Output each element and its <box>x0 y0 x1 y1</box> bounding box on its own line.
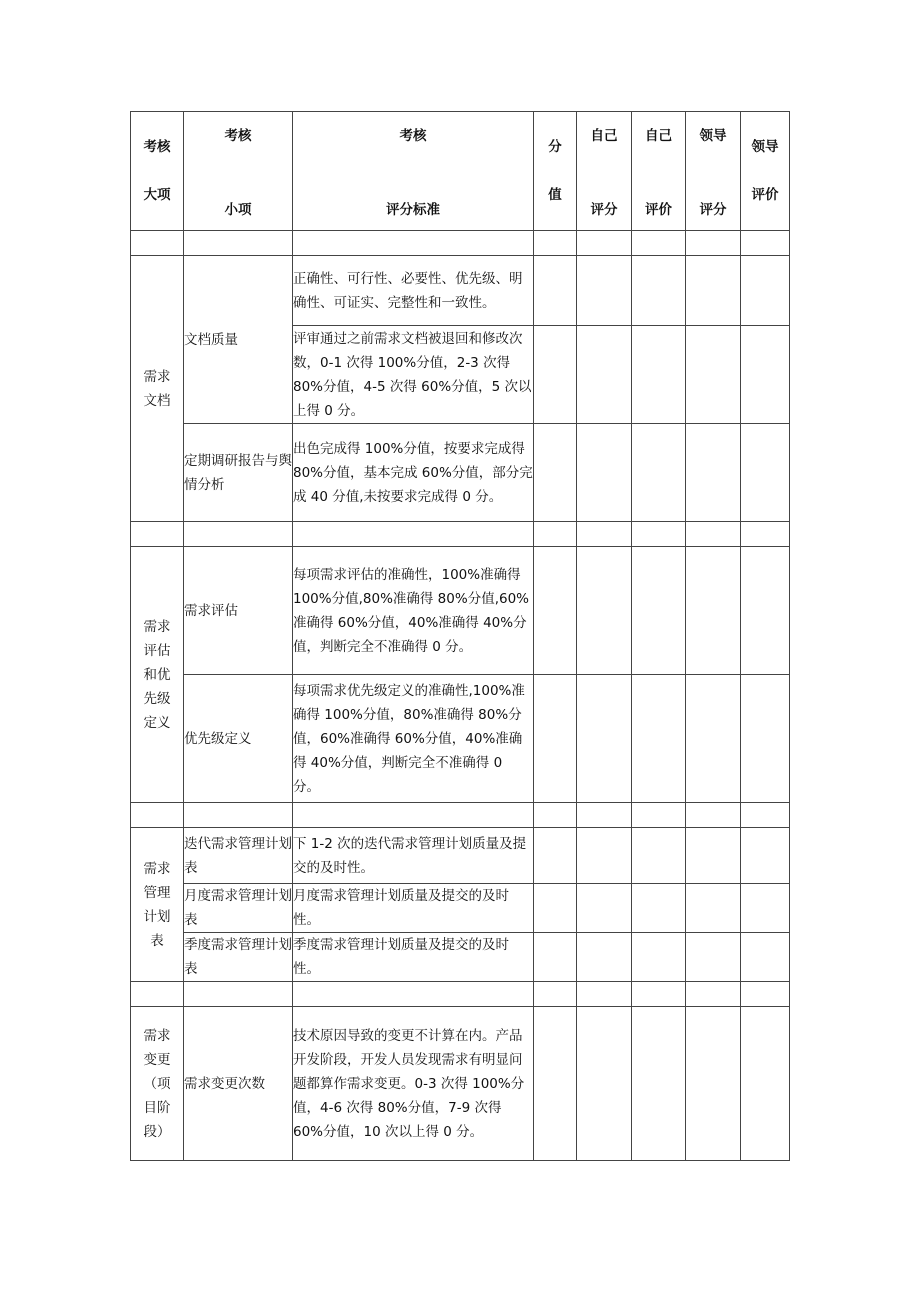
self-eval-cell[interactable] <box>632 884 686 933</box>
self-eval-cell[interactable] <box>632 256 686 326</box>
category-line: 需求 <box>143 618 171 635</box>
score-cell[interactable] <box>534 828 577 884</box>
category-line: 计划 <box>143 908 171 925</box>
category-cell <box>131 1007 184 1161</box>
category-line: 需求 <box>143 1027 171 1044</box>
category-cell <box>131 828 184 982</box>
table-row <box>131 933 790 982</box>
separator-row <box>131 522 790 547</box>
table-row <box>131 547 790 675</box>
category-line: 文档 <box>143 392 171 409</box>
header-score-line2: 值 <box>548 187 562 203</box>
criteria-cell: 技术原因导致的变更不计算在内。产品开发阶段，开发人员发现需求有明显问题都算作需求变更。0-3 次得 100%分值，4-6 次得 80%分值，7-9 次得 60%分值，10 次以上得 0 分。 <box>293 1007 534 1161</box>
header-leader-score <box>686 112 741 231</box>
category-cell <box>131 256 184 522</box>
header-subitem-line2: 小项 <box>224 202 252 218</box>
table-row <box>131 828 790 884</box>
table-row <box>131 884 790 933</box>
separator-row <box>131 803 790 828</box>
self-eval-cell[interactable] <box>632 933 686 982</box>
criteria-cell: 评审通过之前需求文档被退回和修改次数，0-1 次得 100%分值，2-3 次得 80%分值，4-5 次得 60%分值，5 次以上得 0 分。 <box>293 326 534 424</box>
criteria-cell: 月度需求管理计划质量及提交的及时性。 <box>293 884 534 933</box>
header-leader-score-line1: 领导 <box>699 128 727 144</box>
leader-score-cell[interactable] <box>686 828 741 884</box>
self-eval-cell[interactable] <box>632 326 686 424</box>
header-leader-eval <box>741 112 790 231</box>
score-cell[interactable] <box>534 547 577 675</box>
table-row <box>131 1007 790 1161</box>
score-cell[interactable] <box>534 933 577 982</box>
score-cell[interactable] <box>534 1007 577 1161</box>
self-score-cell[interactable] <box>577 884 632 933</box>
header-criteria <box>293 112 534 231</box>
criteria-cell: 每项需求评估的准确性，100%准确得100%分值,80%准确得 80%分值,60%准确得 60%分值，40%准确得 40%分值，判断完全不准确得 0 分。 <box>293 547 534 675</box>
self-score-cell[interactable] <box>577 256 632 326</box>
leader-eval-cell[interactable] <box>741 547 790 675</box>
subitem-cell: 月度需求管理计划表 <box>184 884 293 933</box>
score-cell[interactable] <box>534 424 577 522</box>
category-line: 表 <box>150 932 164 949</box>
leader-score-cell[interactable] <box>686 547 741 675</box>
header-self-eval <box>632 112 686 231</box>
self-score-cell[interactable] <box>577 933 632 982</box>
table-row <box>131 256 790 326</box>
self-eval-cell[interactable] <box>632 1007 686 1161</box>
subitem-cell: 需求变更次数 <box>184 1007 293 1161</box>
category-cell <box>131 547 184 803</box>
table-row <box>131 424 790 522</box>
header-self-eval-line1: 自己 <box>645 128 672 144</box>
category-line: 段） <box>143 1123 171 1140</box>
leader-eval-cell[interactable] <box>741 884 790 933</box>
header-self-eval-line2: 评价 <box>645 202 672 218</box>
header-self-score-line1: 自己 <box>590 128 618 144</box>
header-criteria-line1: 考核 <box>399 128 427 144</box>
leader-eval-cell[interactable] <box>741 256 790 326</box>
header-category <box>131 112 184 231</box>
header-leader-eval-line1: 领导 <box>751 139 779 155</box>
table-row <box>131 675 790 803</box>
score-cell[interactable] <box>534 884 577 933</box>
self-eval-cell[interactable] <box>632 547 686 675</box>
header-score-line1: 分 <box>548 139 562 155</box>
leader-eval-cell[interactable] <box>741 675 790 803</box>
self-score-cell[interactable] <box>577 1007 632 1161</box>
subitem-cell: 优先级定义 <box>184 675 293 803</box>
leader-eval-cell[interactable] <box>741 424 790 522</box>
header-subitem <box>184 112 293 231</box>
self-score-cell[interactable] <box>577 326 632 424</box>
subitem-cell: 文档质量 <box>184 256 293 424</box>
category-line: 评估 <box>143 642 171 659</box>
separator-row <box>131 982 790 1007</box>
self-score-cell[interactable] <box>577 424 632 522</box>
leader-score-cell[interactable] <box>686 884 741 933</box>
self-eval-cell[interactable] <box>632 828 686 884</box>
score-cell[interactable] <box>534 326 577 424</box>
header-score <box>534 112 577 231</box>
category-line: 先级 <box>143 690 171 707</box>
criteria-cell: 季度需求管理计划质量及提交的及时性。 <box>293 933 534 982</box>
header-criteria-line2: 评分标准 <box>386 202 440 218</box>
header-category-line2: 大项 <box>143 187 171 203</box>
self-score-cell[interactable] <box>577 828 632 884</box>
self-score-cell[interactable] <box>577 547 632 675</box>
subitem-cell: 迭代需求管理计划表 <box>184 828 293 884</box>
category-line: 管理 <box>143 884 171 901</box>
leader-score-cell[interactable] <box>686 424 741 522</box>
subitem-cell: 季度需求管理计划表 <box>184 933 293 982</box>
leader-eval-cell[interactable] <box>741 326 790 424</box>
criteria-cell: 正确性、可行性、必要性、优先级、明确性、可证实、完整性和一致性。 <box>293 256 534 326</box>
category-line: 需求 <box>143 368 171 385</box>
leader-score-cell[interactable] <box>686 326 741 424</box>
leader-eval-cell[interactable] <box>741 828 790 884</box>
score-cell[interactable] <box>534 256 577 326</box>
leader-score-cell[interactable] <box>686 933 741 982</box>
category-line: 目阶 <box>143 1099 171 1116</box>
header-leader-eval-line2: 评价 <box>751 187 779 203</box>
score-cell[interactable] <box>534 675 577 803</box>
category-line: 需求 <box>143 860 171 877</box>
category-line: （项 <box>143 1075 171 1092</box>
self-eval-cell[interactable] <box>632 675 686 803</box>
criteria-cell: 下 1-2 次的迭代需求管理计划质量及提交的及时性。 <box>293 828 534 884</box>
header-subitem-line1: 考核 <box>224 128 252 144</box>
header-category-line1: 考核 <box>143 139 171 155</box>
subitem-cell: 定期调研报告与舆情分析 <box>184 424 293 522</box>
separator-row <box>131 231 790 256</box>
header-self-score <box>577 112 632 231</box>
leader-score-cell[interactable] <box>686 675 741 803</box>
subitem-cell: 需求评估 <box>184 547 293 675</box>
category-line: 和优 <box>143 666 171 683</box>
criteria-cell: 出色完成得 100%分值，按要求完成得 80%分值，基本完成 60%分值，部分完成 40 分值,未按要求完成得 0 分。 <box>293 424 534 522</box>
self-score-cell[interactable] <box>577 675 632 803</box>
leader-eval-cell[interactable] <box>741 1007 790 1161</box>
header-row <box>131 112 790 231</box>
criteria-cell: 每项需求优先级定义的准确性,100%准确得 100%分值，80%准确得 80%分值，60%准确得 60%分值，40%准确得 40%分值，判断完全不准确得 0 分。 <box>293 675 534 803</box>
header-leader-score-line2: 评分 <box>699 202 727 218</box>
header-self-score-line2: 评分 <box>590 202 618 218</box>
category-line: 变更 <box>143 1051 171 1068</box>
category-line: 定义 <box>143 714 171 731</box>
leader-score-cell[interactable] <box>686 1007 741 1161</box>
leader-eval-cell[interactable] <box>741 933 790 982</box>
leader-score-cell[interactable] <box>686 256 741 326</box>
kpi-table <box>130 111 790 1161</box>
self-eval-cell[interactable] <box>632 424 686 522</box>
